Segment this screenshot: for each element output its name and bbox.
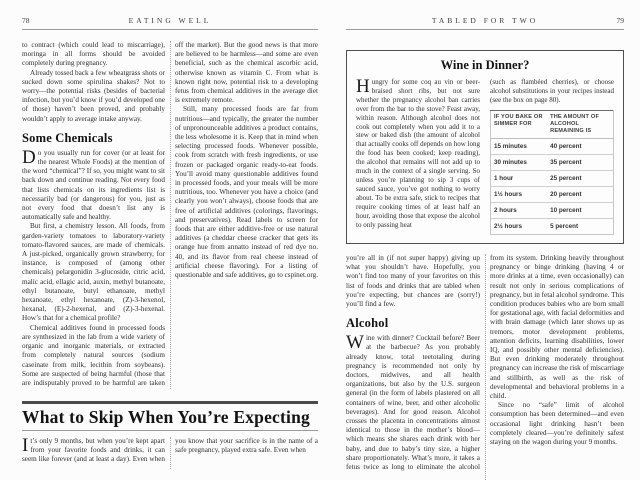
header-rule-right (346, 29, 624, 30)
main-text-columns-left (22, 41, 318, 389)
paragraph-dropcap (22, 146, 165, 223)
page-number-78: 78 (22, 16, 30, 25)
cell-time: 1 hour (491, 170, 548, 186)
section-title-what-to-skip: What to Skip When You’re Expecting (22, 407, 310, 427)
running-header-left (22, 16, 318, 27)
table-row (491, 154, 614, 170)
dropcap-letter: I (22, 437, 29, 456)
cell-amount: 20 percent (547, 186, 613, 202)
running-header-right (346, 16, 624, 27)
table-row (491, 186, 614, 202)
paragraph-text: t’s only 9 months, but when you’re kept apart from your favorite foods and drinks, it can seem like forever (and at least a day). Even when you know that your sacrifice is in the name of a safe pregnancy, played extra safe. Even when (22, 437, 318, 464)
paragraph: (such as flambéed cherries), or choose alcohol substitutions in your recipes instead (see the box on page 80). (490, 78, 614, 104)
paragraph-text: o you usually run for cover (or at least for the nearest Whole Foods) at the mention of the word “chemical”? If so, you might want to sit back down and continue reading. Not every food that lists chemicals on its ingredients list is necessarily bad (or dangerous) for you, just as not every food that doesn’t list any is automatically safe and healthy. (22, 148, 165, 222)
cell-amount: 10 percent (547, 202, 613, 218)
cell-time: 2 hours (491, 202, 548, 218)
cell-amount: 35 percent (547, 154, 613, 170)
paragraph-dropcap (356, 78, 480, 229)
page-79 (320, 0, 640, 480)
paragraph: Since no “safe” limit of alcohol consumption has been determined—and even occasional light drinking hasn’t been completely cleared—you’re definitely safest staying on the wagon during your 9 months. (490, 401, 624, 447)
paragraph: to contract (which could lead to miscarriage), moringa in all forms should be avoided completely during pregnancy. (22, 41, 165, 68)
running-head-title-right: TABLED FOR TWO (431, 16, 539, 25)
table-row (491, 138, 614, 154)
page-number-79: 79 (616, 16, 624, 25)
section-divider-thick-rule (22, 401, 318, 404)
dropcap-letter: H (356, 76, 370, 97)
paragraph: you’re all in (if not super happy) giving up what you shouldn’t have. Hopefully, you won’t find too many of your favorites on this list of foods and drinks that are tabled when you’re expecting, but chances are (sorry!) you’ll find a few. (346, 254, 480, 309)
cell-time: 15 minutes (491, 138, 548, 154)
table-header-row (491, 110, 614, 138)
paragraph-dropcap (22, 437, 318, 469)
section-heading-some-chemicals: Some Chemicals (22, 130, 113, 145)
section-title-underline (22, 430, 318, 431)
cell-time: 30 minutes (491, 154, 548, 170)
table-header-amount: THE AMOUNT OF ALCOHOL REMAINING IS (547, 110, 613, 138)
cell-amount: 5 percent (550, 222, 579, 230)
alcohol-remaining-table (490, 110, 614, 235)
table-header-time: IF YOU BAKE OR SIMMER FOR (491, 110, 548, 138)
cell-time: 2½ hours (494, 222, 522, 230)
paragraph-text: ungry for some coq au vin or beer-braised short ribs, but not sure whether the pregnancy alcohol ban carries over from the bar to the stove? Feast away, within reason. Although alcohol does not cook out completely when you add it to a stew or baked dish (the amount of alcohol that actually cooks off depends on how long the food has been cooked; keep reading), the alcohol that remains will not add up to much in the context of a single serving. So unless you’re planning to sip 3 cups of sauced sauce, you’ve got nothing to worry about. To be extra safe, stick to recipes that require cooking times of at least half an hour, avoiding those that expose the alcohol to only passing heat (356, 78, 480, 229)
paragraph-text: ine with dinner? Cocktail before? Beer at the barbecue? As you probably already know, total teetotaling during pregnancy is recommended not only by doctors, midwives, and all health organizations, but also by the U.S. surgeon general (in the form of labels plastered on all containers of wine, beer, and other alcoholic beverages). And for good reason. Alcohol crosses the placenta in concentrations almost identical to those in the mother’s blood—which means she shares each drink with her baby, and due to baby’s tiny size, a higher share proportionately. What’s more, it takes a fetus twice as long to eliminate the alcohol from its system. Drinking heavily throughout pregnancy or binge drinking (having 4 or more drinks at a time, even occasionally) can result not only in serious complications of pregnancy, but in fetal alcohol syndrome. This condition produces babies who are born small for gestational age, with facial deformities and with brain damage (which later shows up as tremors, motor development problems, attention deficits, learning disabilities, lower IQ, and possibly other mental deficiencies). But even drinking moderately throughout pregnancy can increase the risk of miscarriage and stillbirth, as well as the risk of developmental and behavioral problems in a child. (346, 254, 624, 472)
dropcap-letter: D (22, 146, 36, 168)
sidebar-box-title: Wine in Dinner? (440, 58, 530, 72)
table-row (491, 170, 614, 186)
section-heading-alcohol: Alcohol (346, 316, 389, 331)
table-row (491, 218, 614, 234)
paragraph: Still, many processed foods are far from nutritious—and typically, the greater the number of unpronounceable additives a product contains, the less wholesome it is. Keep that in mind when selecting processed foods. Whenever possible, cook from scratch with fresh ingredients, or use frozen or packaged organic ready-to-eat foods. You’ll avoid many questionable additives found in processed foods, and your meals will be more nutritious, too. Whenever you have a choice (and clearly you won’t always), choose foods that are free of artificial additives (colorings, flavorings, and preservatives). Read labels to screen for foods that are either additive-free or use natural additives (a cheddar cheese cracker that gets its orange hue from annatto instead of red dye no. 40, and its flavor from real cheese instead of artificial cheese flavoring). For a listing of questionable and safe additives, go to cspinet.org. (175, 105, 318, 280)
table-row (491, 202, 614, 218)
cell-time: 1½ hours (491, 186, 548, 202)
cell-amount: 25 percent (547, 170, 613, 186)
dropcap-letter: W (346, 332, 364, 354)
bottom-section-columns (22, 437, 318, 469)
sidebar-box-column-left (356, 78, 480, 235)
sidebar-box-column-right (490, 78, 614, 235)
cell-amount: 40 percent (547, 138, 613, 154)
header-rule-left (22, 29, 318, 30)
paragraph: Already tossed back a few wheatgrass shots or sucked down some spirulina shakes? Not to worry—the potential risks (besides of bacterial infection, but you’d know if you’d developed one of those) haven’t been proved, and probably wouldn’t apply to average intake anyway. (22, 68, 165, 123)
wine-in-dinner-sidebar-box (346, 50, 624, 244)
running-head-title-left: EATING WELL (128, 16, 212, 25)
sidebar-box-columns (356, 78, 614, 235)
paragraph: Chemical additives found in processed foods are synthesized in the lab from a wide variety of organic and inorganic materials, or extracted from completely natural sources (sodium caseinate from milk, lecithin from soybeans). Some are suspected of being harmful (those that are indisputably proved to be harmful are taken off the market). But the good news is that more are believed to be harmless—and some are even beneficial, such as the chemical ascorbic acid, otherwise known as vitamin C. From what is known right now, potential risk to a developing fetus from chemical additives in the average diet is extremely remote. (22, 41, 318, 387)
main-text-columns-right (346, 254, 624, 480)
paragraph: But first, a chemistry lesson. All foods, from garden-variety tomatoes to laboratory-variety tomato-flavored sauces, are made of chemicals. A just-picked, organically grown strawberry, for instance, is composed of (among other chemicals) pelargonidin 3-glucoside, citric acid, malic acid, ellagic acid, auxin, methyl butanoate, ethyl butanoate, butyl ethanoate, methyl hexanoate, ethyl hexanoate, (Z)-3-hexenol, hexanal, (E)-2-hexenal, and (Z)-3-hexenal. How’s that for a chemical profile? (22, 222, 165, 323)
